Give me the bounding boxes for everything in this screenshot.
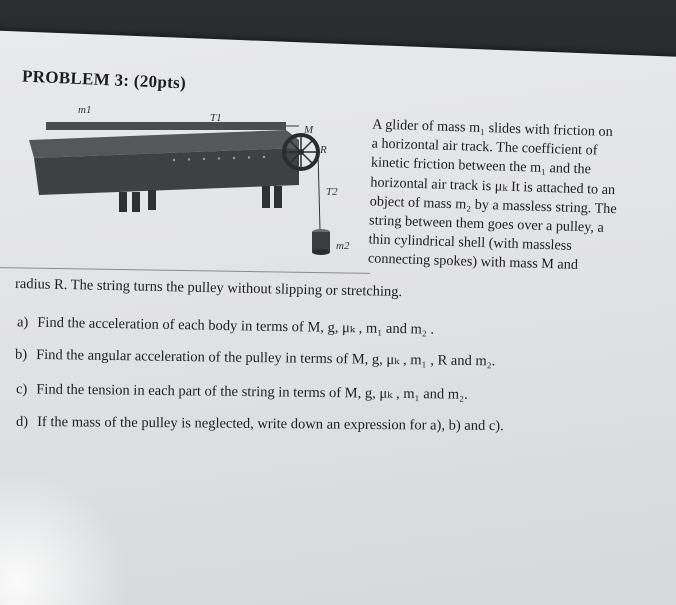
label-m1: m1 — [78, 104, 92, 116]
track-leg — [262, 186, 270, 208]
track-leg — [148, 190, 156, 210]
problem-description — [368, 115, 663, 278]
question-text: Find the tension in each part of the string in terms of M, g, μₖ , m₁ and m₂. — [36, 381, 468, 403]
track-leg — [119, 192, 127, 212]
description-line: connecting spokes) with mass M and — [367, 250, 579, 274]
question-b — [15, 347, 496, 371]
string-t2 — [318, 152, 320, 230]
question-text: If the mass of the pulley is neglected, write down an expression for a), b) and c). — [37, 414, 504, 435]
description-line: a horizontal air track. The coefficient of — [371, 135, 598, 159]
track-leg — [132, 192, 140, 212]
question-letter: c) — [15, 381, 28, 398]
description-continuation: radius R. The string turns the pulley without slipping or stretching. — [14, 275, 403, 301]
question-text: Find the angular acceleration of the pulley in terms of M, g, μₖ , m₁ , R and m₂. — [36, 346, 496, 370]
glider-block — [46, 122, 286, 130]
question-c — [16, 381, 468, 404]
label-t2: T2 — [326, 186, 338, 198]
problem-title: PROBLEM 3: (20pts) — [21, 66, 187, 93]
air-track-diagram — [24, 100, 364, 280]
description-line: kinetic friction between the m₁ and the — [370, 154, 592, 178]
description-line: thin cylindrical shell (with massless — [368, 231, 573, 255]
label-r: R — [320, 144, 327, 156]
label-m: M — [304, 124, 314, 136]
question-letter: a) — [16, 314, 29, 331]
question-letter: b) — [14, 346, 28, 363]
light-glare — [0, 470, 130, 605]
hanging-mass-bottom — [312, 249, 330, 255]
track-leg — [274, 186, 282, 208]
label-m2: m2 — [336, 240, 350, 252]
description-line: string between them goes over a pulley, a — [368, 212, 605, 236]
question-a — [17, 314, 434, 338]
question-d — [16, 414, 504, 435]
description-line: horizontal air track is μₖ It is attached to an — [370, 174, 616, 198]
description-line: A glider of mass m₁ slides with friction on — [371, 116, 613, 141]
question-letter: d) — [15, 413, 29, 430]
label-t1: T1 — [210, 112, 222, 124]
description-line: object of mass m₂ by a massless string. The — [369, 193, 617, 218]
question-text: Find the acceleration of each body in terms of M, g, μₖ , m₁ and m₂ . — [37, 314, 435, 338]
pulley-hub — [298, 149, 304, 155]
